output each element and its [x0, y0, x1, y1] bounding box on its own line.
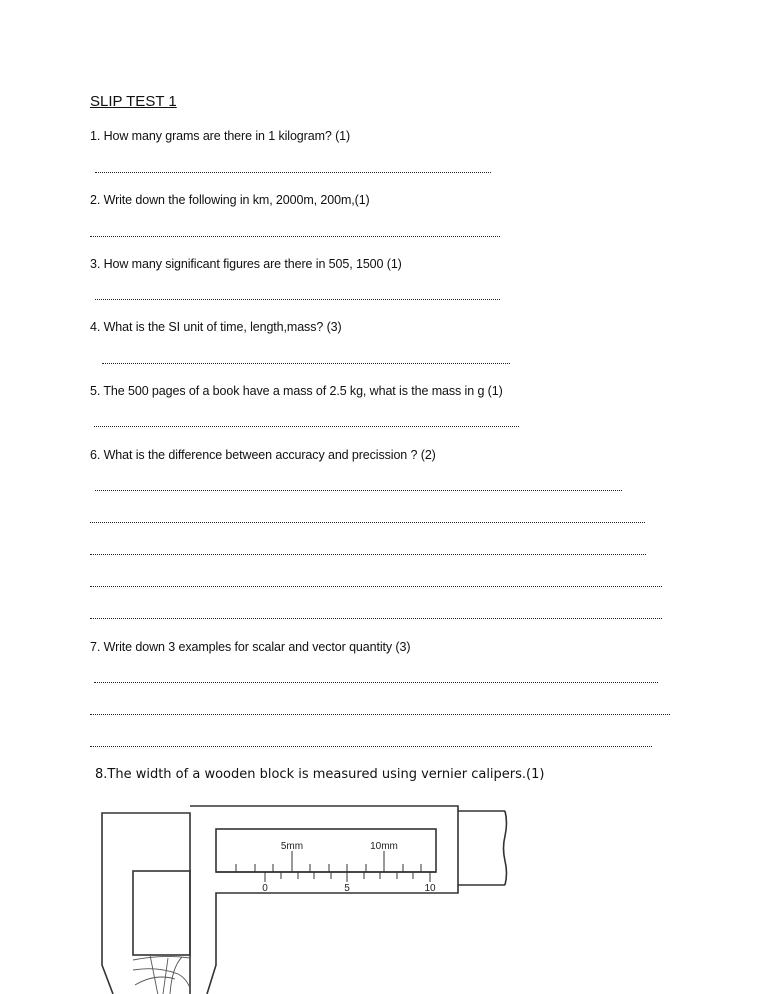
page-title: SLIP TEST 1 [90, 93, 177, 110]
question-3: 3. How many significant figures are there in 505, 1500 (1) [90, 257, 402, 271]
vernier-label-5: 5 [344, 883, 350, 894]
question-5: 5. The 500 pages of a book have a mass of 2.5 kg, what is the mass in g (1) [90, 384, 503, 398]
question-7: 7. Write down 3 examples for scalar and vector quantity (3) [90, 640, 411, 654]
question-8: 8.The width of a wooden block is measured using vernier calipers.(1) [95, 767, 545, 782]
main-scale-label-10mm: 10mm [370, 841, 398, 852]
vernier-label-0: 0 [262, 883, 268, 894]
main-scale-label-5mm: 5mm [280, 841, 304, 852]
question-4: 4. What is the SI unit of time, length,mass? (3) [90, 320, 342, 334]
question-6: 6. What is the difference between accuracy and precission ? (2) [90, 448, 436, 462]
question-2: 2. Write down the following in km, 2000m, 200m,(1) [90, 193, 370, 207]
vernier-label-10: 10 [424, 883, 436, 894]
question-1: 1. How many grams are there in 1 kilogram? (1) [90, 129, 351, 143]
